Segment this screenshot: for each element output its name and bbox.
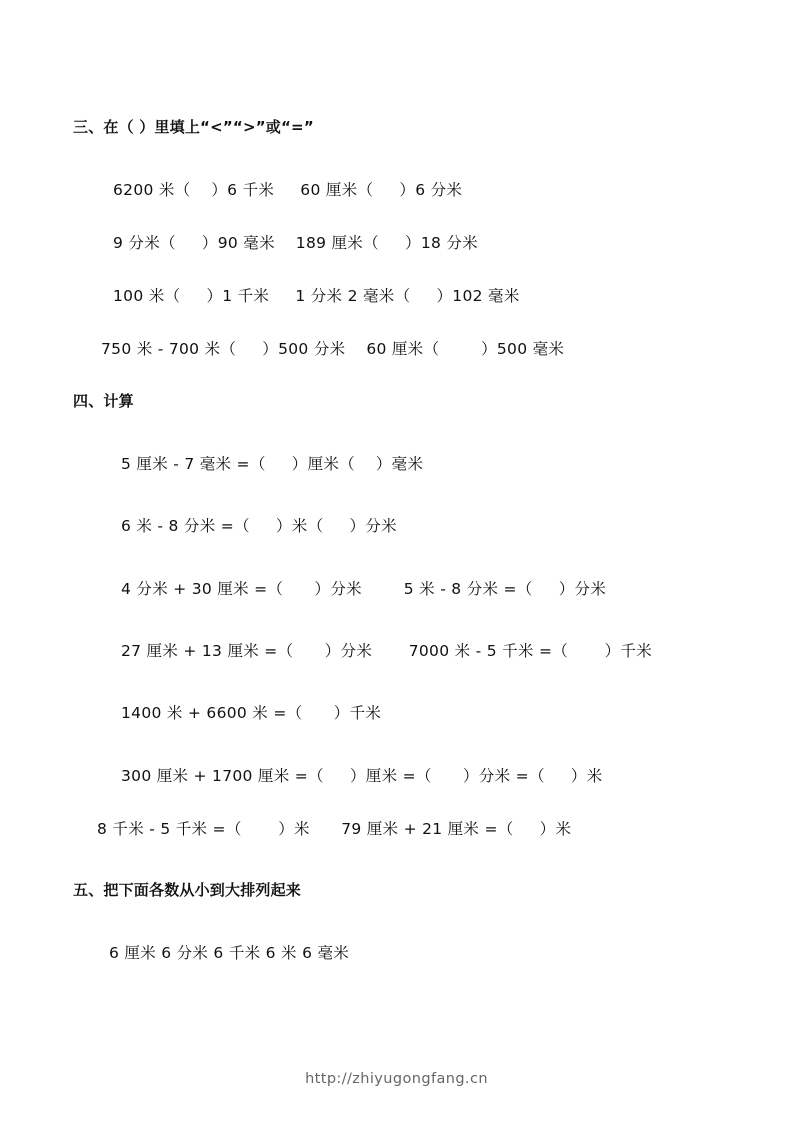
calc-row-1: 5 厘米 - 7 毫米 =（ ）厘米（ ）毫米 bbox=[121, 455, 424, 473]
calc-row-3: 4 分米 + 30 厘米 =（ ）分米 5 米 - 8 分米 =（ ）分米 bbox=[121, 580, 607, 598]
calc-row-7: 8 千米 - 5 千米 =（ ）米 79 厘米 + 21 厘米 =（ ）米 bbox=[97, 820, 572, 838]
calc-row-2: 6 米 - 8 分米 =（ ）米（ ）分米 bbox=[121, 517, 397, 535]
compare-row-4: 750 米 - 700 米（ ）500 分米 60 厘米（ ）500 毫米 bbox=[101, 340, 565, 358]
order-row: 6 厘米 6 分米 6 千米 6 米 6 毫米 bbox=[109, 944, 350, 962]
footer-url: http://zhiyugongfang.cn bbox=[305, 1071, 488, 1087]
calc-row-4: 27 厘米 + 13 厘米 =（ ）分米 7000 米 - 5 千米 =（ ）千米 bbox=[121, 642, 653, 660]
compare-row-3: 100 米（ ）1 千米 1 分米 2 毫米（ ）102 毫米 bbox=[113, 287, 520, 305]
calc-row-6: 300 厘米 + 1700 厘米 =（ ）厘米 =（ ）分米 =（ ）米 bbox=[121, 767, 603, 785]
section-3-heading: 三、在（ ）里填上“<”“>”或“=” bbox=[73, 118, 314, 136]
compare-row-1: 6200 米（ ）6 千米 60 厘米（ ）6 分米 bbox=[113, 181, 463, 199]
section-4-heading: 四、计算 bbox=[73, 392, 134, 410]
compare-row-2: 9 分米（ ）90 毫米 189 厘米（ ）18 分米 bbox=[113, 234, 478, 252]
section-5-heading: 五、把下面各数从小到大排列起来 bbox=[73, 881, 302, 899]
calc-row-5: 1400 米 + 6600 米 =（ ）千米 bbox=[121, 704, 382, 722]
